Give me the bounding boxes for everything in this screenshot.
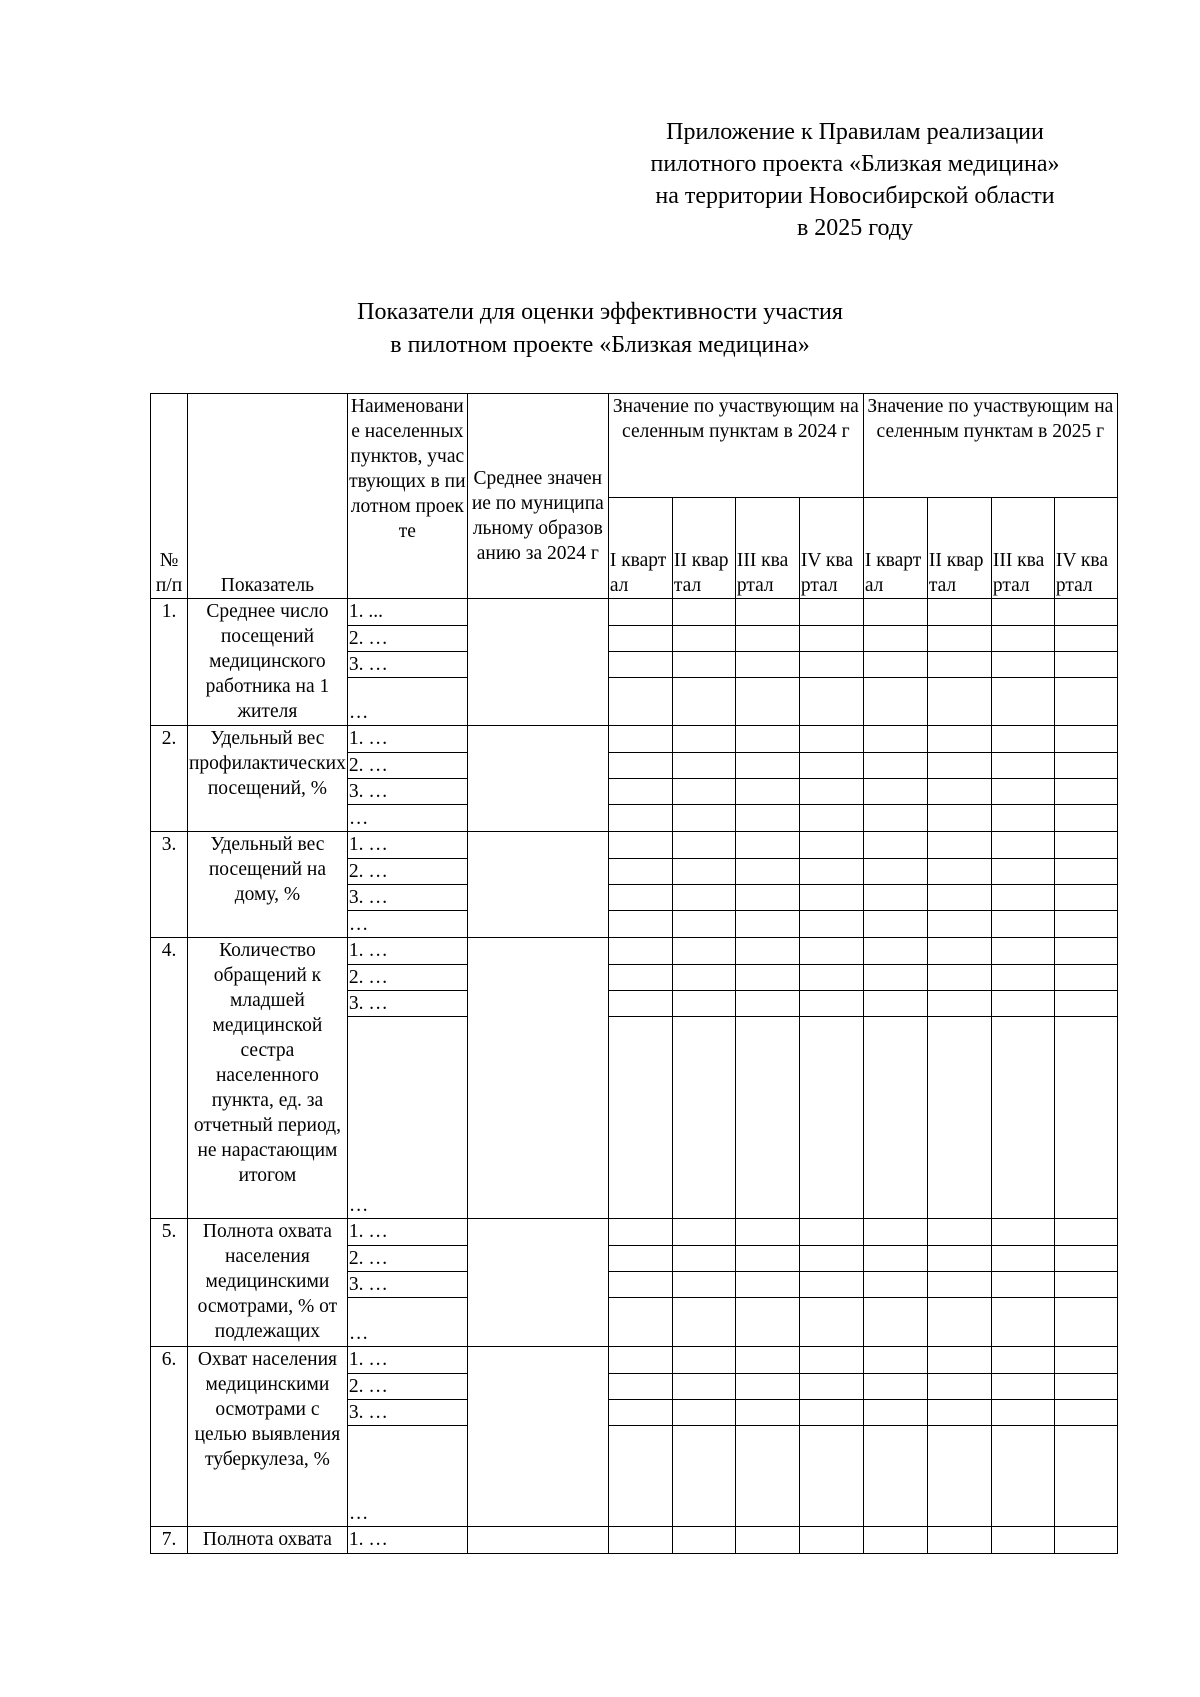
value-2025-q4-cell [1054,1527,1117,1554]
value-2025-q2-cell [927,859,991,885]
value-2024-q4-cell [799,1298,863,1347]
value-2024-q4-cell [799,1347,863,1374]
value-2025-q1-cell [863,1272,927,1298]
title-line-1: Показатели для оценки эффективности участия [357,299,843,325]
value-2024-q3-cell [735,1246,799,1272]
value-2025-q2-cell [927,726,991,753]
value-2025-q2-cell [927,652,991,678]
value-2024-q1-cell [608,1272,672,1298]
value-2024-q1-cell [608,652,672,678]
value-2024-q4-cell [799,938,863,965]
value-2025-q3-cell [991,1347,1054,1374]
value-2025-q4-cell [1054,859,1117,885]
value-2025-q2-cell [927,599,991,626]
value-2025-q3-cell [991,1374,1054,1400]
value-2024-q2-cell [672,938,735,965]
value-2025-q1-cell [863,1347,927,1374]
row-indicator: Удельный вес посещений на дому, % [188,832,348,938]
value-2025-q3-cell [991,911,1054,938]
value-2025-q3-cell [991,885,1054,911]
value-2025-q4-cell [1054,1374,1117,1400]
value-2024-q3-cell [735,1374,799,1400]
value-2024-q3-cell [735,1400,799,1426]
value-2025-q4-cell [1054,1246,1117,1272]
average-cell [467,938,608,1219]
value-2025-q1-cell [863,726,927,753]
value-2025-q2-cell [927,832,991,859]
settlement-cell: 3. … [347,1400,467,1426]
value-2025-q3-cell [991,1426,1054,1527]
appendix-note [575,116,1135,244]
value-2024-q4-cell [799,1426,863,1527]
value-2025-q3-cell [991,726,1054,753]
settlement-cell: 2. … [347,1246,467,1272]
value-2024-q4-cell [799,911,863,938]
value-2025-q1-cell [863,965,927,991]
value-2024-q3-cell [735,779,799,805]
settlement-cell: 3. … [347,991,467,1017]
value-2025-q3-cell [991,779,1054,805]
row-indicator: Количество обращений к младшей медицинской сестра населенного пункта, ед. за отчетный период, не нарастающим итогом [188,938,348,1219]
header-2025-q4: IV квартал [1054,498,1117,599]
value-2025-q4-cell [1054,1400,1117,1426]
header-num: № п/п [151,394,188,599]
value-2025-q1-cell [863,652,927,678]
value-2025-q3-cell [991,965,1054,991]
value-2024-q2-cell [672,1246,735,1272]
settlement-cell: 1. … [347,1219,467,1246]
value-2024-q1-cell [608,753,672,779]
value-2024-q1-cell [608,599,672,626]
settlement-cell: 1. … [347,1527,467,1554]
value-2024-q1-cell [608,832,672,859]
row-number: 6. [151,1347,188,1527]
value-2025-q2-cell [927,938,991,965]
settlement-cell: … [347,911,467,938]
value-2025-q3-cell [991,991,1054,1017]
value-2024-q1-cell [608,678,672,726]
value-2024-q4-cell [799,726,863,753]
indicators-table [150,393,1118,1554]
value-2024-q3-cell [735,805,799,832]
value-2024-q4-cell [799,1219,863,1246]
value-2024-q1-cell [608,1246,672,1272]
value-2025-q3-cell [991,678,1054,726]
value-2024-q2-cell [672,832,735,859]
settlement-cell: 3. … [347,885,467,911]
value-2025-q1-cell [863,1298,927,1347]
average-cell [467,1219,608,1347]
value-2024-q1-cell [608,779,672,805]
value-2024-q2-cell [672,1017,735,1219]
value-2025-q4-cell [1054,779,1117,805]
value-2024-q3-cell [735,753,799,779]
appendix-line-2: пилотного проекта «Близкая медицина» [650,151,1060,177]
value-2024-q3-cell [735,678,799,726]
header-2024-q1: I квартал [608,498,672,599]
settlement-cell: 1. … [347,726,467,753]
value-2024-q4-cell [799,599,863,626]
value-2025-q1-cell [863,1374,927,1400]
value-2025-q2-cell [927,1527,991,1554]
value-2024-q1-cell [608,1374,672,1400]
value-2024-q3-cell [735,652,799,678]
value-2024-q3-cell [735,885,799,911]
value-2025-q2-cell [927,1246,991,1272]
value-2025-q1-cell [863,885,927,911]
value-2024-q1-cell [608,1400,672,1426]
value-2024-q4-cell [799,1272,863,1298]
value-2025-q2-cell [927,1298,991,1347]
value-2025-q1-cell [863,938,927,965]
settlement-cell: 2. … [347,859,467,885]
average-cell [467,726,608,832]
value-2025-q4-cell [1054,1298,1117,1347]
value-2024-q4-cell [799,626,863,652]
appendix-line-3: на территории Новосибирской области [655,183,1055,209]
value-2024-q1-cell [608,626,672,652]
table-row [151,1219,1118,1246]
value-2024-q4-cell [799,1400,863,1426]
value-2025-q4-cell [1054,805,1117,832]
header-indicator: Показатель [188,394,348,599]
value-2024-q3-cell [735,911,799,938]
value-2024-q2-cell [672,859,735,885]
header-average: Среднее значение по муниципальному образованию за 2024 г [467,394,608,599]
value-2024-q2-cell [672,965,735,991]
value-2024-q2-cell [672,1400,735,1426]
value-2025-q4-cell [1054,1272,1117,1298]
header-2024: Значение по участвующим населенным пунктам в 2024 г [608,394,863,498]
table-row [151,726,1118,753]
settlement-cell: 2. … [347,753,467,779]
value-2024-q3-cell [735,965,799,991]
value-2025-q2-cell [927,626,991,652]
value-2024-q1-cell [608,859,672,885]
value-2025-q3-cell [991,1017,1054,1219]
average-cell [467,1527,608,1554]
value-2024-q4-cell [799,678,863,726]
value-2024-q3-cell [735,1527,799,1554]
settlement-cell: 2. … [347,965,467,991]
value-2024-q4-cell [799,753,863,779]
value-2025-q3-cell [991,1298,1054,1347]
value-2024-q1-cell [608,991,672,1017]
value-2024-q2-cell [672,885,735,911]
settlement-cell: … [347,1298,467,1347]
value-2024-q1-cell [608,805,672,832]
value-2025-q2-cell [927,779,991,805]
row-indicator: Полнота охвата [188,1527,348,1554]
value-2025-q1-cell [863,779,927,805]
value-2025-q4-cell [1054,1219,1117,1246]
value-2024-q3-cell [735,991,799,1017]
settlement-cell: 1. … [347,832,467,859]
value-2025-q4-cell [1054,938,1117,965]
value-2025-q3-cell [991,1219,1054,1246]
value-2024-q4-cell [799,859,863,885]
value-2025-q2-cell [927,965,991,991]
value-2024-q4-cell [799,1017,863,1219]
row-number: 7. [151,1527,188,1554]
value-2024-q2-cell [672,652,735,678]
settlement-cell: … [347,678,467,726]
value-2024-q4-cell [799,885,863,911]
table-row [151,938,1118,965]
value-2024-q4-cell [799,1246,863,1272]
average-cell [467,599,608,726]
table-row [151,832,1118,859]
appendix-line-4: в 2025 году [796,215,914,241]
value-2025-q2-cell [927,1219,991,1246]
value-2025-q2-cell [927,1374,991,1400]
value-2025-q4-cell [1054,965,1117,991]
settlement-cell: 3. … [347,1272,467,1298]
value-2025-q1-cell [863,911,927,938]
value-2024-q3-cell [735,726,799,753]
value-2025-q2-cell [927,1400,991,1426]
value-2024-q3-cell [735,1219,799,1246]
value-2025-q4-cell [1054,753,1117,779]
value-2024-q3-cell [735,1017,799,1219]
settlement-cell: 2. … [347,1374,467,1400]
value-2025-q4-cell [1054,885,1117,911]
value-2024-q1-cell [608,1426,672,1527]
value-2024-q1-cell [608,911,672,938]
value-2025-q3-cell [991,938,1054,965]
value-2025-q3-cell [991,1272,1054,1298]
value-2025-q1-cell [863,805,927,832]
settlement-cell: 3. … [347,779,467,805]
value-2025-q3-cell [991,805,1054,832]
value-2024-q2-cell [672,726,735,753]
table-row [151,599,1118,626]
value-2025-q4-cell [1054,652,1117,678]
settlement-cell: … [347,805,467,832]
value-2024-q1-cell [608,1298,672,1347]
value-2025-q4-cell [1054,1347,1117,1374]
value-2025-q1-cell [863,832,927,859]
row-number: 1. [151,599,188,726]
value-2025-q3-cell [991,599,1054,626]
table-row [151,1347,1118,1374]
value-2025-q1-cell [863,1426,927,1527]
value-2025-q4-cell [1054,678,1117,726]
value-2024-q3-cell [735,599,799,626]
header-2024-q3: III квартал [735,498,799,599]
value-2024-q2-cell [672,678,735,726]
value-2025-q3-cell [991,753,1054,779]
value-2024-q4-cell [799,991,863,1017]
value-2024-q3-cell [735,1347,799,1374]
average-cell [467,1347,608,1527]
value-2025-q1-cell [863,1219,927,1246]
value-2024-q2-cell [672,911,735,938]
settlement-cell: … [347,1017,467,1219]
value-2024-q3-cell [735,938,799,965]
value-2024-q1-cell [608,1017,672,1219]
document-title [300,296,900,362]
value-2025-q1-cell [863,1246,927,1272]
value-2024-q1-cell [608,1347,672,1374]
value-2025-q4-cell [1054,599,1117,626]
value-2025-q3-cell [991,1246,1054,1272]
value-2025-q2-cell [927,753,991,779]
value-2025-q1-cell [863,753,927,779]
row-number: 2. [151,726,188,832]
value-2024-q1-cell [608,726,672,753]
settlement-cell: 1. … [347,1347,467,1374]
row-number: 5. [151,1219,188,1347]
header-2025-q2: II квартал [927,498,991,599]
value-2024-q2-cell [672,1426,735,1527]
value-2024-q2-cell [672,779,735,805]
value-2024-q1-cell [608,885,672,911]
value-2024-q1-cell [608,965,672,991]
value-2024-q3-cell [735,1272,799,1298]
value-2025-q1-cell [863,626,927,652]
value-2025-q1-cell [863,1527,927,1554]
value-2024-q2-cell [672,805,735,832]
value-2025-q2-cell [927,805,991,832]
header-2024-q4: IV квартал [799,498,863,599]
value-2024-q2-cell [672,1272,735,1298]
value-2024-q2-cell [672,1298,735,1347]
settlement-cell: 3. … [347,652,467,678]
value-2025-q3-cell [991,1400,1054,1426]
value-2025-q2-cell [927,1272,991,1298]
settlement-cell: … [347,1426,467,1527]
value-2024-q4-cell [799,965,863,991]
value-2024-q2-cell [672,626,735,652]
value-2025-q4-cell [1054,1017,1117,1219]
value-2024-q4-cell [799,779,863,805]
value-2025-q3-cell [991,652,1054,678]
value-2024-q4-cell [799,652,863,678]
value-2025-q2-cell [927,991,991,1017]
value-2025-q2-cell [927,1426,991,1527]
value-2025-q2-cell [927,911,991,938]
row-indicator: Охват населения медицинскими осмотрами с целью выявления туберкулеза, % [188,1347,348,1527]
row-indicator: Удельный вес профилактических посещений, % [188,726,348,832]
header-2025-q3: III квартал [991,498,1054,599]
header-2025: Значение по участвующим населенным пунктам в 2025 г [863,394,1117,498]
value-2024-q3-cell [735,859,799,885]
header-2025-q1: I квартал [863,498,927,599]
value-2025-q1-cell [863,1400,927,1426]
value-2025-q4-cell [1054,1426,1117,1527]
settlement-cell: 1. ... [347,599,467,626]
value-2025-q1-cell [863,599,927,626]
value-2024-q4-cell [799,1527,863,1554]
value-2024-q1-cell [608,1219,672,1246]
value-2024-q1-cell [608,1527,672,1554]
row-indicator: Среднее число посещений медицинского работника на 1 жителя [188,599,348,726]
value-2024-q4-cell [799,805,863,832]
value-2024-q3-cell [735,626,799,652]
value-2025-q1-cell [863,859,927,885]
value-2024-q2-cell [672,1347,735,1374]
settlement-cell: 1. … [347,938,467,965]
value-2025-q1-cell [863,991,927,1017]
value-2025-q4-cell [1054,911,1117,938]
row-indicator: Полнота охвата населения медицинскими осмотрами, % от подлежащих [188,1219,348,1347]
value-2025-q1-cell [863,678,927,726]
value-2025-q2-cell [927,1347,991,1374]
value-2024-q3-cell [735,832,799,859]
value-2024-q3-cell [735,1426,799,1527]
row-number: 4. [151,938,188,1219]
value-2025-q4-cell [1054,726,1117,753]
value-2025-q3-cell [991,859,1054,885]
value-2024-q2-cell [672,1219,735,1246]
average-cell [467,832,608,938]
value-2025-q4-cell [1054,991,1117,1017]
value-2025-q3-cell [991,1527,1054,1554]
value-2024-q2-cell [672,1374,735,1400]
value-2025-q4-cell [1054,626,1117,652]
settlement-cell: 2. … [347,626,467,652]
value-2024-q3-cell [735,1298,799,1347]
value-2025-q3-cell [991,626,1054,652]
header-2024-q2: II квартал [672,498,735,599]
value-2025-q3-cell [991,832,1054,859]
value-2025-q2-cell [927,678,991,726]
title-line-2: в пилотном проекте «Близкая медицина» [390,332,810,358]
value-2024-q4-cell [799,1374,863,1400]
row-number: 3. [151,832,188,938]
value-2025-q2-cell [927,885,991,911]
table-row [151,1527,1118,1554]
value-2025-q4-cell [1054,832,1117,859]
header-settlements: Наименование населенных пунктов, участвующих в пилотном проекте [347,394,467,599]
value-2025-q1-cell [863,1017,927,1219]
value-2024-q2-cell [672,753,735,779]
appendix-line-1: Приложение к Правилам реализации [666,119,1044,145]
value-2024-q2-cell [672,991,735,1017]
value-2024-q2-cell [672,1527,735,1554]
value-2024-q4-cell [799,832,863,859]
value-2024-q2-cell [672,599,735,626]
value-2024-q1-cell [608,938,672,965]
value-2025-q2-cell [927,1017,991,1219]
